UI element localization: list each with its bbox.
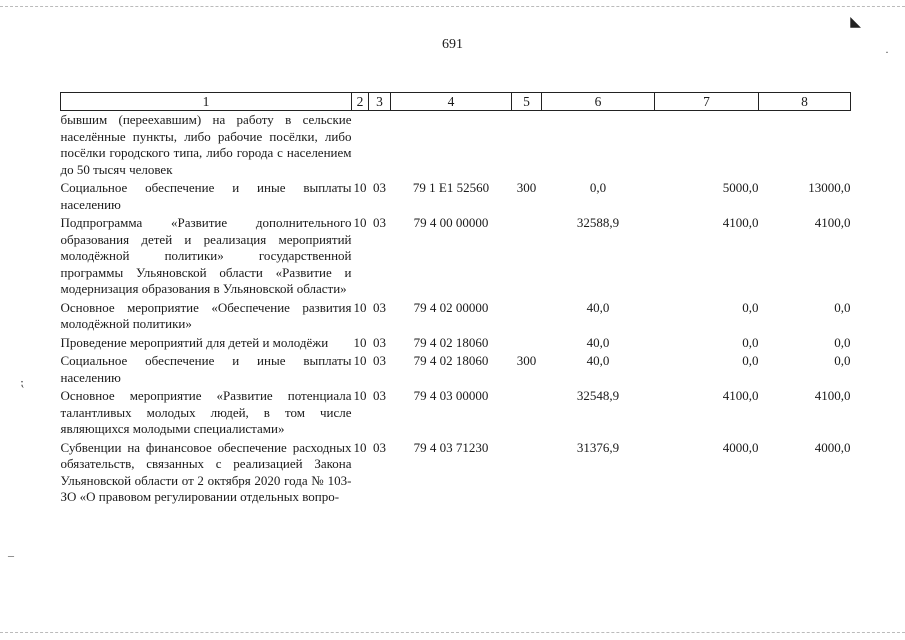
row-description: Подпрограмма «Развитие дополнительного образования детей и реализация мероприятий молодёжной политики» государственной программы Ульяновской области «Развитие и модернизация образования в Ульяновской области» [60,215,352,296]
row-amount-col6: 40,0 [586,299,610,315]
row-section: 10 [353,439,367,455]
table-row [61,178,851,213]
row-target-code: 79 4 02 18060 [413,334,489,350]
row-description: Проведение мероприятий для детей и молодёжи [60,334,329,350]
row-amount-col7: 0,0 [742,353,759,368]
row-subsection [369,111,391,179]
row-amount-col6: 0,0 [589,180,607,195]
row-subsection: 03 [373,215,386,230]
row-subsection: 03 [373,334,386,350]
row-section: 10 [353,299,367,315]
row-amount-col7: 4100,0 [722,215,759,230]
margin-tick-mark: ⁏ [20,375,25,389]
row-description: Социальное обеспечение и иные выплаты населению [60,353,352,385]
row-amount-col8: 4000,0 [814,439,851,455]
table-row [61,213,851,298]
row-description: Основное мероприятие «Развитие потенциала талантливых молодых людей, в том числе являющихся молодыми специалистами» [60,388,352,436]
row-target-code: 79 4 00 00000 [413,215,489,230]
row-expense-type [512,213,542,298]
row-description: Субвенции на финансовое обеспечение расходных обязательств, связанных с реализацией Закона Ульяновской области от 2 октября 2020 года № 103-ЗО «О правовом регулировании отдельных вопро- [60,439,352,504]
table-row [61,298,851,333]
row-target-code: 79 4 03 00000 [413,388,489,403]
row-amount-col8: 4100,0 [814,388,851,403]
row-amount-col7 [655,111,759,179]
row-amount-col7: 5000,0 [722,180,759,195]
row-target-code: 79 4 02 18060 [413,353,489,368]
row-section [352,111,369,179]
row-amount-col8: 4100,0 [814,215,851,230]
row-description: Социальное обеспечение и иные выплаты населению [60,180,352,212]
row-subsection: 03 [373,439,386,455]
table-row [61,386,851,438]
row-subsection: 03 [373,299,386,315]
row-amount-col8: 13000,0 [808,180,851,195]
table-row [61,333,851,352]
row-amount-col6: 32588,9 [576,215,620,230]
row-amount-col8: 0,0 [834,299,851,315]
row-expense-type: 300 [516,353,537,368]
table-header-row [61,93,851,111]
row-subsection: 03 [373,353,386,368]
row-expense-type [512,386,542,438]
row-expense-type: 300 [516,180,537,195]
row-target-code: 79 1 E1 52560 [412,180,490,195]
row-amount-col6: 31376,9 [576,439,620,455]
page-number: 691 [442,37,463,52]
header-col-4: 4 [391,93,512,111]
row-amount-col7: 4000,0 [722,439,759,455]
scan-edge-bottom [0,632,905,634]
row-section: 10 [353,353,367,368]
header-col-6: 6 [542,93,655,111]
table-row [61,351,851,386]
row-expense-type [512,111,542,179]
row-amount-col7: 0,0 [742,334,759,350]
scan-edge-top [0,6,905,8]
row-section: 10 [353,334,367,350]
header-col-2: 2 [352,93,369,111]
row-amount-col8: 0,0 [834,353,851,368]
row-subsection: 03 [373,180,386,195]
row-amount-col8: 0,0 [834,334,851,350]
row-expense-type [512,298,542,333]
row-amount-col6: 32548,9 [576,388,620,403]
row-expense-type [512,333,542,352]
row-section: 10 [353,180,367,195]
row-subsection: 03 [373,388,386,403]
margin-tick-mark: · [885,45,889,59]
header-col-3: 3 [369,93,391,111]
row-target-code: 79 4 03 71230 [413,439,489,455]
row-section: 10 [353,388,367,403]
header-col-5: 5 [512,93,542,111]
row-amount-col8 [759,111,851,179]
row-expense-type [512,438,542,506]
row-description: бывшим (переехавшим) на работу в сельские населённые пункты, либо рабочие посёлки, либо посёлки городского типа, либо города с населением до 50 тысяч человек [60,112,352,177]
header-col-1: 1 [61,93,352,111]
row-target-code [391,111,512,179]
row-amount-col7: 0,0 [742,299,759,315]
margin-dash-mark: – [8,548,14,562]
table-row [61,438,851,506]
row-description: Основное мероприятие «Обеспечение развития молодёжной политики» [60,299,352,331]
row-section: 10 [353,215,367,230]
row-amount-col6: 40,0 [586,353,610,368]
row-amount-col6 [542,111,655,179]
budget-table [60,92,851,506]
table-row [61,111,851,179]
row-amount-col6: 40,0 [586,334,610,350]
corner-mark-icon: ◣ [850,15,861,30]
row-target-code: 79 4 02 00000 [413,299,489,315]
header-col-7: 7 [655,93,759,111]
header-col-8: 8 [759,93,851,111]
row-amount-col7: 4100,0 [722,388,759,403]
